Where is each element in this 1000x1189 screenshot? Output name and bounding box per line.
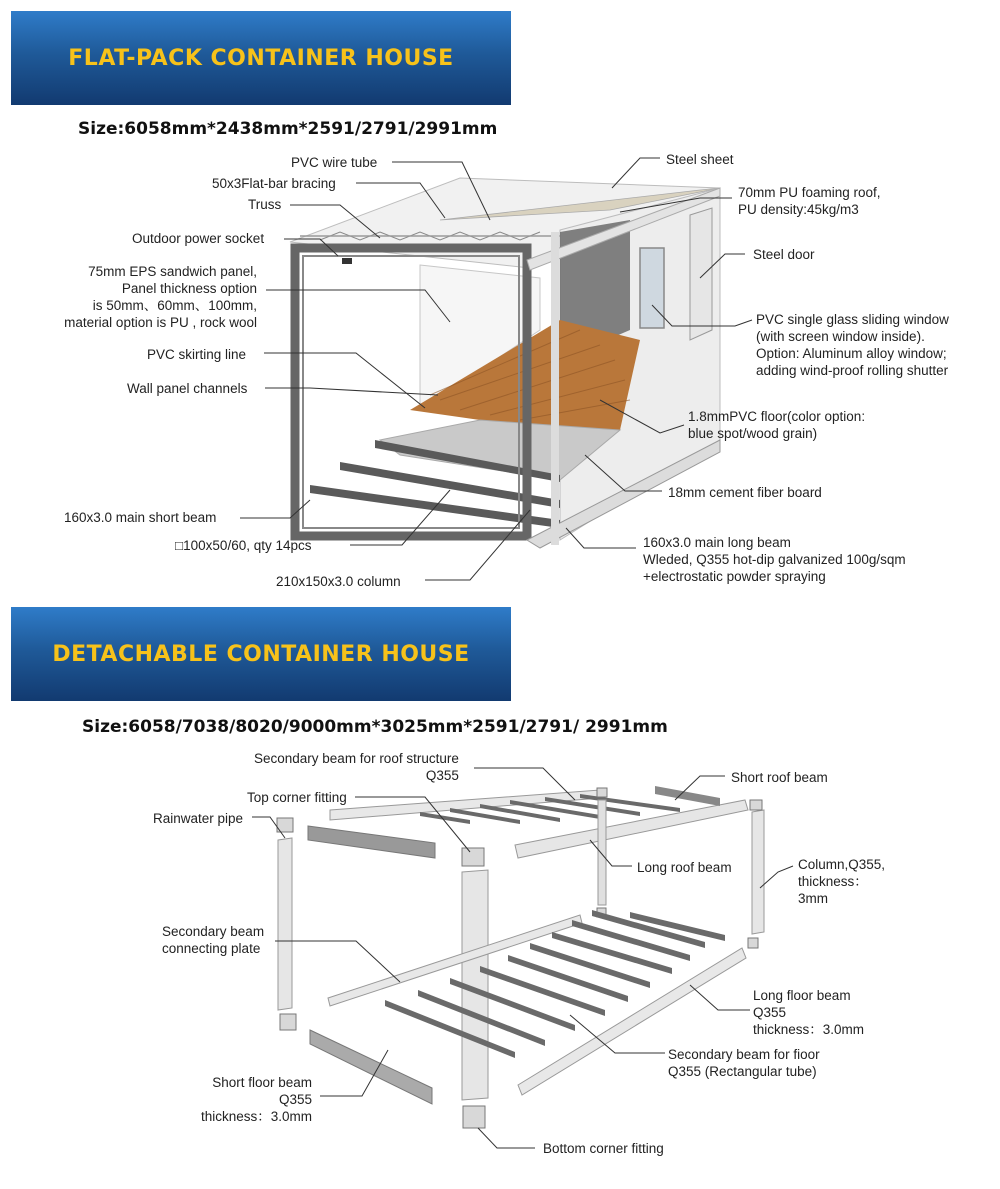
roof-long-beam-back xyxy=(330,790,600,820)
sec-roof-line-1: Secondary beam for roof structure xyxy=(254,751,459,766)
label-secondary-floor-beam xyxy=(668,1046,820,1080)
label-main-short-beam: 160x3.0 main short beam xyxy=(64,510,217,525)
detachable-title: DETACHABLE CONTAINER HOUSE xyxy=(52,641,470,667)
flat-pack-title: FLAT-PACK CONTAINER HOUSE xyxy=(68,45,454,71)
long-beam-line-2: Wleded, Q355 hot-dip galvanized 100g/sqm xyxy=(643,552,906,567)
long-beam-line-1: 160x3.0 main long beam xyxy=(643,535,791,550)
flat-pack-size: Size:6058mm*2438mm*2591/2791/2991mm xyxy=(78,119,498,139)
label-secondary-roof-beam xyxy=(254,750,459,784)
column-right xyxy=(752,810,764,934)
roof-line-2: PU density:45kg/m3 xyxy=(738,202,859,217)
eps-line-3: is 50mm、60mm、100mm, xyxy=(92,298,257,313)
conn-line-2: connecting plate xyxy=(162,941,261,956)
window-line-2: (with screen window inside). xyxy=(756,329,925,344)
column-line-1: Column,Q355, xyxy=(798,857,886,872)
long-floor-line-1: Long floor beam xyxy=(753,988,851,1003)
long-floor-line-3: thickness：3.0mm xyxy=(753,1022,865,1037)
floor-line-2: blue spot/wood grain) xyxy=(688,426,818,441)
short-roof-beam-right xyxy=(655,786,720,806)
label-column: 210x150x3.0 column xyxy=(276,574,401,589)
sec-floor-line-2: Q355 (Rectangular tube) xyxy=(668,1064,817,1079)
label-long-floor-beam xyxy=(753,987,864,1038)
label-purlin-spec: □100x50/60, qty 14pcs xyxy=(175,538,312,553)
short-floor-line-3: thickness：3.0mm xyxy=(200,1109,312,1124)
window-line-1: PVC single glass sliding window xyxy=(756,312,949,327)
column-back-right xyxy=(598,800,606,905)
window-line-4: adding wind-proof rolling shutter xyxy=(756,363,949,378)
label-steel-sheet: Steel sheet xyxy=(666,152,734,167)
label-short-roof-beam: Short roof beam xyxy=(731,770,828,785)
floor-line-1: 1.8mmPVC floor(color option: xyxy=(688,409,866,424)
short-floor-beam xyxy=(310,1030,432,1104)
label-rainwater-pipe: Rainwater pipe xyxy=(153,811,244,826)
sec-floor-line-1: Secondary beam for fioor xyxy=(668,1047,820,1062)
label-flat-bar-bracing: 50x3Flat-bar bracing xyxy=(212,176,336,191)
label-truss: Truss xyxy=(248,197,282,212)
column-line-3: 3mm xyxy=(798,891,828,906)
label-pvc-skirting-line: PVC skirting line xyxy=(147,347,247,362)
label-column-q355 xyxy=(798,856,885,907)
label-top-corner-fitting: Top corner fitting xyxy=(247,790,347,805)
long-beam-line-3: +electrostatic powder spraying xyxy=(643,569,826,584)
short-roof-beam-left xyxy=(308,826,435,858)
window-line-3: Option: Aluminum alloy window; xyxy=(756,346,947,361)
short-floor-line-1: Short floor beam xyxy=(212,1075,312,1090)
sec-roof-line-2: Q355 xyxy=(425,768,459,783)
long-floor-line-2: Q355 xyxy=(753,1005,787,1020)
label-short-floor-beam xyxy=(170,1074,312,1125)
eps-line-4: material option is PU , rock wool xyxy=(64,315,257,330)
eps-line-2: Panel thickness option xyxy=(121,281,257,296)
label-connecting-plate xyxy=(162,923,264,957)
detachable-size: Size:6058/7038/8020/9000mm*3025mm*2591/2791/ 2991mm xyxy=(82,717,668,737)
column-line-2: thickness： xyxy=(798,874,868,889)
roof-line-1: 70mm PU foaming roof, xyxy=(738,185,881,200)
label-cement-fiber-board: 18mm cement fiber board xyxy=(668,485,822,500)
label-bottom-corner-fitting: Bottom corner fitting xyxy=(543,1141,664,1156)
label-long-roof-beam: Long roof beam xyxy=(637,860,732,875)
column-back-left xyxy=(278,838,292,1010)
conn-line-1: Secondary beam xyxy=(162,924,265,939)
short-floor-line-2: Q355 xyxy=(278,1092,312,1107)
eps-line-1: 75mm EPS sandwich panel, xyxy=(88,264,257,279)
label-steel-door: Steel door xyxy=(753,247,815,262)
label-wall-panel-channels: Wall panel channels xyxy=(127,381,248,396)
label-outdoor-power-socket: Outdoor power socket xyxy=(132,231,265,246)
label-pvc-wire-tube: PVC wire tube xyxy=(291,155,378,170)
